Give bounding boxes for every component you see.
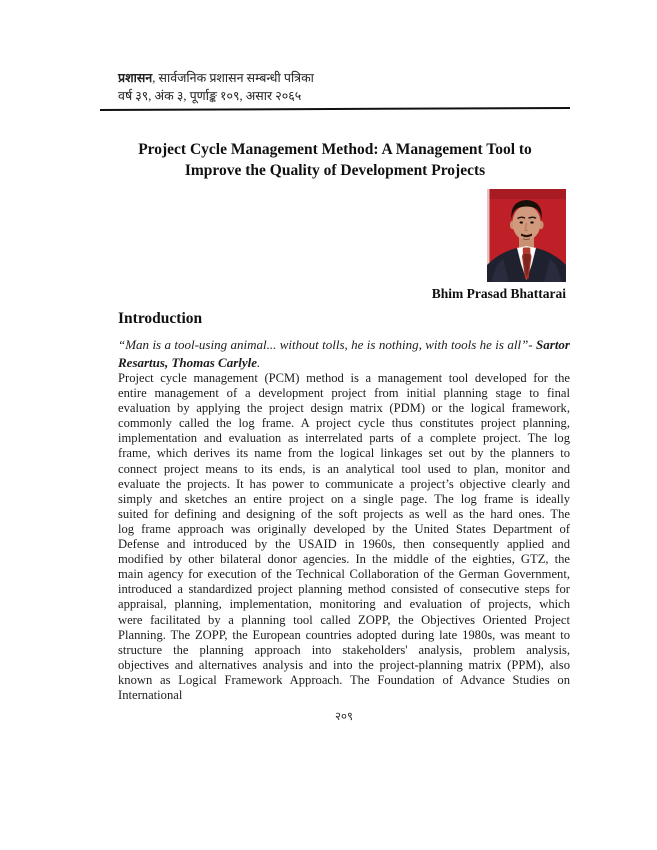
author-portrait-graphic — [487, 189, 566, 282]
author-name: Bhim Prasad Bhattarai — [431, 286, 566, 301]
quote-end-period: . — [257, 355, 261, 370]
quote-text: “Man is a tool-using animal... without tolls, he is nothing, with tools he is all”- — [118, 337, 537, 352]
journal-name: प्रशासन — [118, 71, 153, 85]
author-photo — [487, 189, 566, 282]
article-title-line2: Improve the Quality of Development Projects — [184, 162, 486, 179]
epigraph-quote — [118, 336, 570, 372]
article-title — [90, 139, 580, 181]
page-number: २०९ — [335, 711, 353, 723]
journal-title-line — [118, 69, 314, 87]
header-divider — [100, 107, 570, 111]
journal-header — [118, 69, 314, 105]
journal-subtitle: , सार्वजनिक प्रशासन सम्बन्धी पत्रिका — [152, 71, 314, 85]
journal-issue-line: वर्ष ३९, अंक ३, पूर्णाङ्क १०९, असार २०६५ — [118, 89, 302, 103]
introduction-paragraph: Project cycle management (PCM) method is a management tool developed for the entire management of a development project from initial planning stage to final evaluation by applying the project design matrix (PDM) or the logical framework, commonly called the log frame. A project cycle thus constitutes project planning, implementation and evaluation as interrelated parts of a complete project. The log frame, which derives its name from the logical linkages set out by the planners to connect project means to its ends, is an analytical tool used to plan, monitor and evaluate the projects. It has power to communicate a project’s objective clearly and simply and sketches an entire project on a single page. The log frame is ideally suited for defining and designing of the soft projects as well as the hard ones. The log frame approach was originally developed by the United States Department of Defense and introduced by the USAID in 1960s, then consequently applied and modified by other bilateral donor agencies. In the middle of the eighties, GTZ, the main agency for execution of the Technical Collaboration of the German Government, introduced a standardized project planning method consisted of consecutive steps for appraisal, planning, implementation, monitoring and evaluation of projects, which were facilitated by a planning tool called ZOPP, the Objectives Oriented Project Planning. The ZOPP, the European countries adopted during late 1980s, was meant to structure the planning approach into stakeholders' analysis, problem analysis, objectives and alternatives analysis and into the project-planning matrix (PPM), also known as Logical Framework Approach. The Foundation of Advance Studies on International — [118, 371, 570, 702]
quote-attribution: Sartor Resartus, Thomas Carlyle — [118, 337, 570, 370]
article-title-line1: Project Cycle Management Method: A Management Tool to — [138, 141, 532, 158]
introduction-heading: Introduction — [118, 310, 203, 327]
